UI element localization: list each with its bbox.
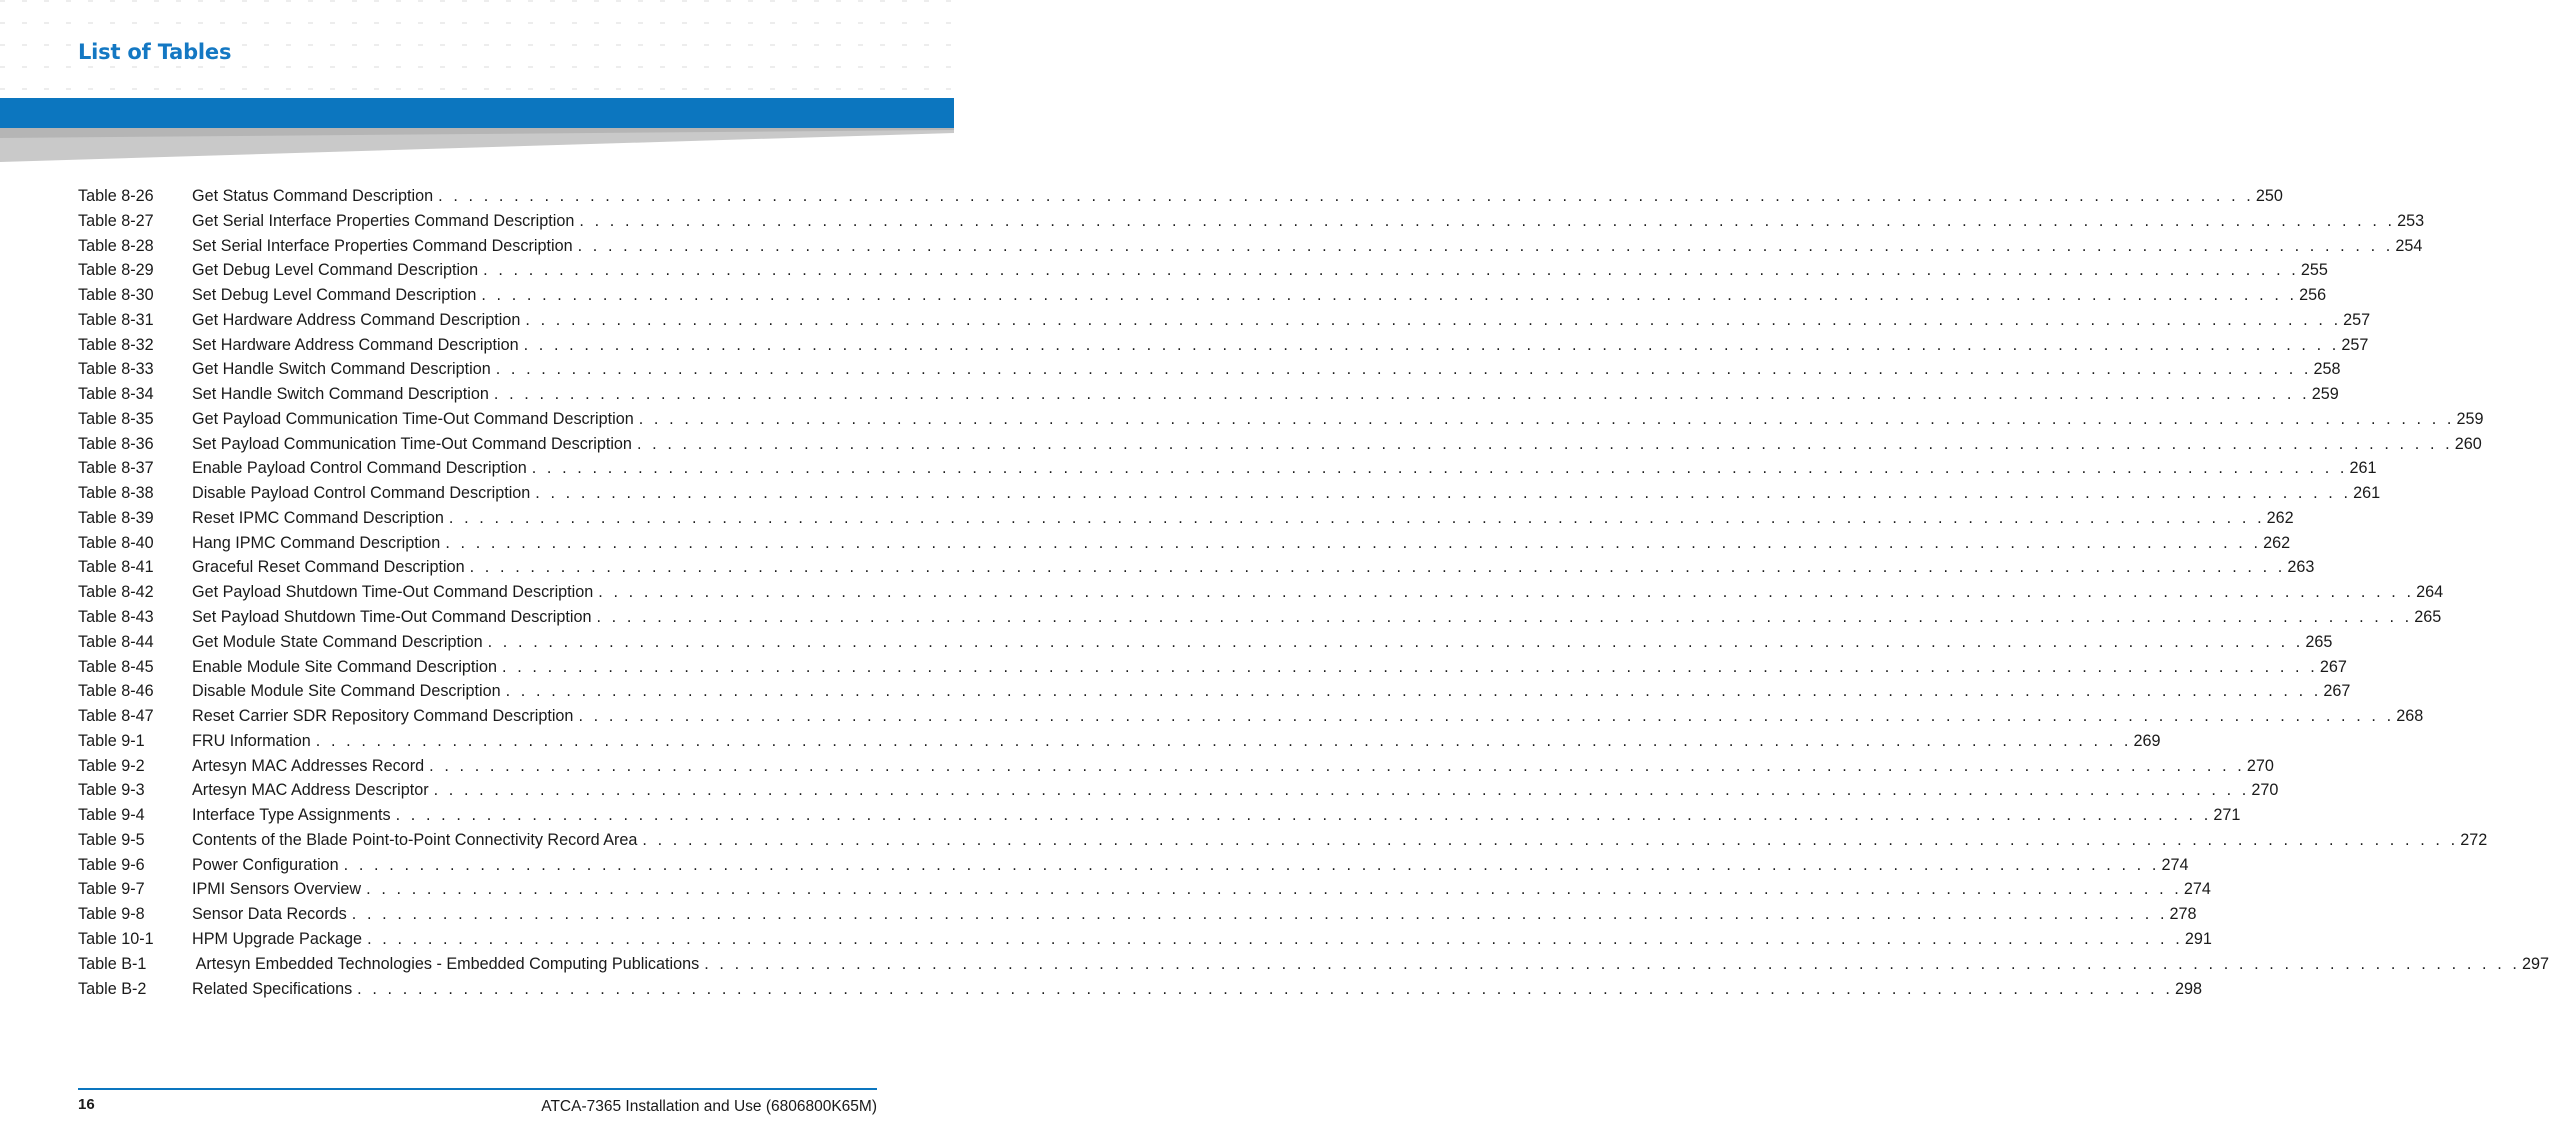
toc-entry-title: Set Handle Switch Command Description (192, 385, 489, 404)
toc-entry-leader: . . . . . . . . . . . . . . . . . . . . . . . . . . . . . . . . . . . . . . . . . . . . . . . . . . . . . . . . . . . . . . . . . . . . . . . . . . . . . . . . . . . . . . . . . . . . . . . . . . . . . . . . . . . . . . . . . . . . . . . . (525, 310, 2342, 329)
toc-entry-page: 263 (2287, 558, 2315, 577)
toc-entry-title: Interface Type Assignments (192, 806, 391, 825)
header-gray-wedge (0, 128, 954, 164)
toc-entry[interactable] (78, 853, 2189, 878)
table-of-contents (78, 184, 2549, 1001)
toc-entry-page: 250 (2255, 187, 2283, 205)
toc-entry-title: Get Debug Level Command Description (192, 261, 479, 280)
toc-entry-title: Contents of the Blade Point-to-Point Connectivity Record Area (192, 830, 638, 849)
toc-entry[interactable] (78, 432, 2482, 457)
toc-entry-leader: . . . . . . . . . . . . . . . . . . . . . . . . . . . . . . . . . . . . . . . . . . . . . . . . . . . . . . . . . . . . . . . . . . . . . . . . . . . . . . . . . . . . . . . . . . . . . . . . . . . . . . . . . . . . . . . . . . . . . . . . (535, 484, 2352, 503)
toc-entry-page: 269 (2133, 731, 2161, 750)
toc-entry-leader: . . . . . . . . . . . . . . . . . . . . . . . . . . . . . . . . . . . . . . . . . . . . . . . . . . . . . . . . . . . . . . . . . . . . . . . . . . . . . . . . . . . . . . . . . . . . . . . . . . . . . . . . . . . . . . . . . . . . . . . . (493, 385, 2310, 404)
toc-entry-number: Table 8-26 (78, 187, 154, 205)
toc-entry-leader: . . . . . . . . . . . . . . . . . . . . . . . . . . . . . . . . . . . . . . . . . . . . . . . . . . . . . . . . . . . . . . . . . . . . . . . . . . . . . . . . . . . . . . . . . . . . . . . . . . . . . . . . . . . . . . . . . . . . . . . . (429, 756, 2245, 775)
toc-entry-title: Set Serial Interface Properties Command Description (192, 236, 573, 255)
toc-entry[interactable] (78, 234, 2423, 259)
page-number: 16 (78, 1096, 95, 1113)
toc-entry-title: Related Specifications (192, 979, 353, 998)
toc-entry-page: 261 (2349, 459, 2377, 478)
toc-entry-page: 256 (2299, 286, 2327, 305)
toc-entry[interactable] (78, 357, 2341, 382)
toc-entry-title: Disable Module Site Command Description (192, 682, 501, 701)
toc-entry-number: Table 8-33 (78, 360, 154, 379)
toc-entry-page: 298 (2174, 979, 2202, 998)
toc-entry-leader: . . . . . . . . . . . . . . . . . . . . . . . . . . . . . . . . . . . . . . . . . . . . . . . . . . . . . . . . . . . . . . . . . . . . . . . . . . . . . . . . . . . . . . . . . . . . . . . . . . . . . . . . . . . . . . . . . . . . . . . . (433, 781, 2250, 800)
toc-entry-number: Table 9-1 (78, 731, 145, 750)
toc-entry-number: Table 9-5 (78, 830, 145, 849)
toc-entry-title: Get Serial Interface Properties Command Description (192, 211, 575, 230)
toc-entry[interactable] (78, 679, 2351, 704)
toc-entry-page: 254 (2395, 236, 2423, 255)
toc-entry-title: Artesyn MAC Addresses Record (192, 756, 425, 775)
toc-entry-page: 272 (2460, 830, 2488, 849)
toc-entry-leader: . . . . . . . . . . . . . . . . . . . . . . . . . . . . . . . . . . . . . . . . . . . . . . . . . . . . . . . . . . . . . . . . . . . . . . . . . . . . . . . . . . . . . . . . . . . . . . . . . . . . . . . . . . . . . . . . . . . . . . . . (445, 533, 2262, 552)
toc-entry-title: Reset Carrier SDR Repository Command Description (192, 707, 574, 726)
toc-entry-leader: . . . . . . . . . . . . . . . . . . . . . . . . . . . . . . . . . . . . . . . . . . . . . . . . . . . . . . . . . . . . . . . . . . . . . . . . . . . . . . . . . . . . . . . . . . . . . . . . . . . . . . . . . . . . . . . . . . . . . . . . (315, 731, 2132, 750)
toc-entry-title: Hang IPMC Command Description (192, 533, 441, 552)
toc-entry-leader: . . . . . . . . . . . . . . . . . . . . . . . . . . . . . . . . . . . . . . . . . . . . . . . . . . . . . . . . . . . . . . . . . . . . . . . . . . . . . . . . . . . . . . . . . . . . . . . . . . . . . . . . . . . . . . . . . . . . . . . . (483, 261, 2299, 280)
toc-entry-title: Get Payload Communication Time-Out Command Description (192, 409, 634, 428)
toc-entry-page: 265 (2414, 608, 2442, 627)
toc-entry-title: Enable Payload Control Command Description (192, 459, 527, 478)
toc-entry-title: HPM Upgrade Package (192, 929, 363, 948)
toc-entry-title: Set Payload Shutdown Time-Out Command Description (192, 608, 592, 627)
toc-entry-page: 267 (2319, 657, 2347, 676)
toc-entry-number: Table 8-28 (78, 236, 154, 255)
toc-entry[interactable] (78, 407, 2484, 432)
toc-entry[interactable] (78, 258, 2328, 283)
toc-entry-leader: . . . . . . . . . . . . . . . . . . . . . . . . . . . . . . . . . . . . . . . . . . . . . . . . . . . . . . . . . . . . . . . . . . . . . . . . . . . . . . . . . . . . . . . . . . . . . . . . . . . . . . . . . . . . . . . . . . . . . . . . (343, 855, 2160, 874)
toc-entry-title: Set Hardware Address Command Description (192, 335, 519, 354)
toc-entry-leader: . . . . . . . . . . . . . . . . . . . . . . . . . . . . . . . . . . . . . . . . . . . . . . . . . . . . . . . . . . . . . . . . . . . . . . . . . . . . . . . . . . . . . . . . . . . . . . . . . . . . . . . . . . . . . . . . . . . . . . . . (469, 558, 2286, 577)
toc-entry[interactable] (78, 580, 2444, 605)
toc-entry[interactable] (78, 308, 2371, 333)
toc-entry-number: Table 8-39 (78, 508, 154, 527)
toc-entry-title: Artesyn MAC Address Descriptor (192, 781, 429, 800)
toc-entry-leader: . . . . . . . . . . . . . . . . . . . . . . . . . . . . . . . . . . . . . . . . . . . . . . . . . . . . . . . . . . . . . . . . . . . . . . . . . . . . . . . . . . . . . . . . . . . . . . . . . . . . . . . . . . . . . . . . . . . . . . . . (395, 806, 2212, 825)
toc-entry-number: Table 8-38 (78, 484, 154, 503)
toc-entry-number: Table 8-41 (78, 558, 154, 577)
toc-entry[interactable] (78, 655, 2347, 680)
toc-entry-number: Table 9-3 (78, 781, 145, 800)
toc-entry-title: Set Debug Level Command Description (192, 286, 477, 305)
toc-entry-leader: . . . . . . . . . . . . . . . . . . . . . . . . . . . . . . . . . . . . . . . . . . . . . . . . . . . . . . . . . . . . . . . . . . . . . . . . . . . . . . . . . . . . . . . . . . . . . . . . . . . . . . . . . . . . . . . . . . . . . . . . (357, 979, 2173, 998)
toc-entry-title: Enable Module Site Command Description (192, 657, 498, 676)
toc-entry[interactable] (78, 828, 2488, 853)
toc-entry-number: Table 8-43 (78, 608, 154, 627)
toc-entry[interactable] (78, 630, 2333, 655)
toc-entry-leader: . . . . . . . . . . . . . . . . . . . . . . . . . . . . . . . . . . . . . . . . . . . . . . . . . . . . . . . . . . . . . . . . . . . . . . . . . . . . . . . . . . . . . . . . . . . . . . . . . . . . . . . . . . . . . . . . . . . . . . . . (642, 830, 2459, 849)
toc-entry-number: Table 8-40 (78, 533, 154, 552)
toc-entry[interactable] (78, 456, 2377, 481)
toc-entry-number: Table B-2 (78, 979, 147, 998)
toc-entry[interactable] (78, 729, 2161, 754)
toc-entry-leader: . . . . . . . . . . . . . . . . . . . . . . . . . . . . . . . . . . . . . . . . . . . . . . . . . . . . . . . . . . . . . . . . . . . . . . . . . . . . . . . . . . . . . . . . . . . . . . . . . . . . . . . . . . . . . . . . . . . . . . . . (502, 657, 2318, 676)
toc-entry[interactable] (78, 803, 2241, 828)
toc-entry-page: 257 (2341, 335, 2369, 354)
toc-entry-number: Table 8-30 (78, 286, 154, 305)
toc-entry-title: Reset IPMC Command Description (192, 508, 444, 527)
toc-entry-number: Table 8-46 (78, 682, 154, 701)
footer-rule (78, 1088, 877, 1090)
toc-entry-leader: . . . . . . . . . . . . . . . . . . . . . . . . . . . . . . . . . . . . . . . . . . . . . . . . . . . . . . . . . . . . . . . . . . . . . . . . . . . . . . . . . . . . . . . . . . . . . . . . . . . . . . . . . . . . . . . . . . . . . . . . (531, 459, 2348, 478)
header-blue-bar (0, 98, 954, 128)
toc-entry-leader: . . . . . . . . . . . . . . . . . . . . . . . . . . . . . . . . . . . . . . . . . . . . . . . . . . . . . . . . . . . . . . . . . . . . . . . . . . . . . . . . . . . . . . . . . . . . . . . . . . . . . . . . . . . . . . . . . . . . . . . . (596, 608, 2413, 627)
toc-entry-leader: . . . . . . . . . . . . . . . . . . . . . . . . . . . . . . . . . . . . . . . . . . . . . . . . . . . . . . . . . . . . . . . . . . . . . . . . . . . . . . . . . . . . . . . . . . . . . . . . . . . . . . . . . . . . . . . . . . . . . . . . (505, 682, 2322, 701)
toc-entry-leader: . . . . . . . . . . . . . . . . . . . . . . . . . . . . . . . . . . . . . . . . . . . . . . . . . . . . . . . . . . . . . . . . . . . . . . . . . . . . . . . . . . . . . . . . . . . . . . . . . . . . . . . . . . . . . . . . . . . . . . . . (367, 929, 2183, 948)
toc-entry[interactable] (78, 481, 2381, 506)
toc-entry-leader: . . . . . . . . . . . . . . . . . . . . . . . . . . . . . . . . . . . . . . . . . . . . . . . . . . . . . . . . . . . . . . . . . . . . . . . . . . . . . . . . . . . . . . . . . . . . . . . . . . . . . . . . . . . . . . . . . . . . . . . . (638, 409, 2455, 428)
toc-entry-number: Table 9-8 (78, 905, 145, 924)
toc-entry-number: Table 8-44 (78, 632, 154, 651)
toc-entry-title: Get Hardware Address Command Description (192, 310, 521, 329)
toc-entry-number: Table 8-29 (78, 261, 154, 280)
toc-entry-leader: . . . . . . . . . . . . . . . . . . . . . . . . . . . . . . . . . . . . . . . . . . . . . . . . . . . . . . . . . . . . . . . . . . . . . . . . . . . . . . . . . . . . . . . . . . . . . . . . . . . . . . . . . . . . . . . . . . . . . . . . (438, 187, 2254, 205)
toc-entry-number: Table 8-47 (78, 707, 154, 726)
toc-entry-leader: . . . . . . . . . . . . . . . . . . . . . . . . . . . . . . . . . . . . . . . . . . . . . . . . . . . . . . . . . . . . . . . . . . . . . . . . . . . . . . . . . . . . . . . . . . . . . . . . . . . . . . . . . . . . . . . . . . . . . . . . (577, 236, 2394, 255)
toc-entry-page: 268 (2396, 707, 2424, 726)
toc-entry-leader: . . . . . . . . . . . . . . . . . . . . . . . . . . . . . . . . . . . . . . . . . . . . . . . . . . . . . . . . . . . . . . . . . . . . . . . . . . . . . . . . . . . . . . . . . . . . . . . . . . . . . . . . . . . . . . . . . . . . . . . . (366, 880, 2182, 899)
toc-entry-page: 262 (2263, 533, 2291, 552)
toc-entry[interactable] (78, 877, 2211, 902)
toc-entry-leader: . . . . . . . . . . . . . . . . . . . . . . . . . . . . . . . . . . . . . . . . . . . . . . . . . . . . . . . . . . . . . . . . . . . . . . . . . . . . . . . . . . . . . . . . . . . . . . . . . . . . . . . . . . . . . . . . . . . . . . . . (598, 583, 2415, 602)
toc-entry-leader: . . . . . . . . . . . . . . . . . . . . . . . . . . . . . . . . . . . . . . . . . . . . . . . . . . . . . . . . . . . . . . . . . . . . . . . . . . . . . . . . . . . . . . . . . . . . . . . . . . . . . . . . . . . . . . . . . . . . . . . . (578, 707, 2395, 726)
toc-entry[interactable] (78, 952, 2549, 977)
toc-entry[interactable] (78, 382, 2339, 407)
toc-entry[interactable] (78, 704, 2424, 729)
toc-entry-leader: . . . . . . . . . . . . . . . . . . . . . . . . . . . . . . . . . . . . . . . . . . . . . . . . . . . . . . . . . . . . . . . . . . . . . . . . . . . . . . . . . . . . . . . . . . . . . . . . . . . . . . . . . . . . . . . . . . . . . . . . (481, 286, 2298, 305)
toc-entry-number: Table 8-32 (78, 335, 154, 354)
toc-entry-leader: . . . . . . . . . . . . . . . . . . . . . . . . . . . . . . . . . . . . . . . . . . . . . . . . . . . . . . . . . . . . . . . . . . . . . . . . . . . . . . . . . . . . . . . . . . . . . . . . . . . . . . . . . . . . . . . . . . . . . . . . (636, 434, 2453, 453)
document-title: ATCA-7365 Installation and Use (6806800K65M) (541, 1098, 877, 1115)
toc-entry-page: 271 (2213, 806, 2241, 825)
toc-entry-leader: . . . . . . . . . . . . . . . . . . . . . . . . . . . . . . . . . . . . . . . . . . . . . . . . . . . . . . . . . . . . . . . . . . . . . . . . . . . . . . . . . . . . . . . . . . . . . . . . . . . . . . . . . . . . . . . . . . . . . . . . (579, 211, 2396, 230)
toc-entry-leader: . . . . . . . . . . . . . . . . . . . . . . . . . . . . . . . . . . . . . . . . . . . . . . . . . . . . . . . . . . . . . . . . . . . . . . . . . . . . . . . . . . . . . . . . . . . . . . . . . . . . . . . . . . . . . . . . . . . . . . . . (351, 905, 2168, 924)
toc-entry-title: Disable Payload Control Command Description (192, 484, 531, 503)
toc-entry-page: 262 (2266, 508, 2294, 527)
toc-entry[interactable] (78, 754, 2274, 779)
toc-entry[interactable] (78, 927, 2212, 952)
toc-entry-number: Table 8-37 (78, 459, 154, 478)
toc-entry-page: 278 (2169, 905, 2197, 924)
toc-entry-title: Artesyn Embedded Technologies - Embedded Computing Publications (192, 954, 700, 973)
toc-entry-number: Table 8-42 (78, 583, 154, 602)
toc-entry-number: Table 8-34 (78, 385, 154, 404)
toc-entry-page: 259 (2456, 409, 2484, 428)
toc-entry[interactable] (78, 605, 2442, 630)
toc-entry-number: Table 9-6 (78, 855, 145, 874)
toc-entry-page: 270 (2251, 781, 2279, 800)
toc-entry-page: 257 (2343, 310, 2371, 329)
toc-entry-leader: . . . . . . . . . . . . . . . . . . . . . . . . . . . . . . . . . . . . . . . . . . . . . . . . . . . . . . . . . . . . . . . . . . . . . . . . . . . . . . . . . . . . . . . . . . . . . . . . . . . . . . . . . . . . . . . . . . . . . . . . (704, 954, 2520, 973)
toc-entry-leader: . . . . . . . . . . . . . . . . . . . . . . . . . . . . . . . . . . . . . . . . . . . . . . . . . . . . . . . . . . . . . . . . . . . . . . . . . . . . . . . . . . . . . . . . . . . . . . . . . . . . . . . . . . . . . . . . . . . . . . . . (495, 360, 2312, 379)
toc-entry-leader: . . . . . . . . . . . . . . . . . . . . . . . . . . . . . . . . . . . . . . . . . . . . . . . . . . . . . . . . . . . . . . . . . . . . . . . . . . . . . . . . . . . . . . . . . . . . . . . . . . . . . . . . . . . . . . . . . . . . . . . . (523, 335, 2340, 354)
toc-entry-number: Table 8-45 (78, 657, 154, 676)
toc-entry[interactable] (78, 333, 2369, 358)
toc-entry-leader: . . . . . . . . . . . . . . . . . . . . . . . . . . . . . . . . . . . . . . . . . . . . . . . . . . . . . . . . . . . . . . . . . . . . . . . . . . . . . . . . . . . . . . . . . . . . . . . . . . . . . . . . . . . . . . . . . . . . . . . . (487, 632, 2304, 651)
toc-entry-title: Get Status Command Description (192, 187, 434, 205)
toc-entry[interactable] (78, 555, 2315, 580)
toc-entry-page: 259 (2311, 385, 2339, 404)
toc-entry-page: 264 (2416, 583, 2444, 602)
toc-entry-title: Get Handle Switch Command Description (192, 360, 491, 379)
toc-entry-title: Power Configuration (192, 855, 339, 874)
toc-entry-title: Graceful Reset Command Description (192, 558, 465, 577)
toc-entry-title: Sensor Data Records (192, 905, 347, 924)
toc-entry-number: Table 8-27 (78, 211, 154, 230)
toc-entry[interactable] (78, 506, 2294, 531)
toc-entry-page: 253 (2397, 211, 2425, 230)
toc-entry-page: 265 (2305, 632, 2333, 651)
toc-entry[interactable] (78, 778, 2279, 803)
toc-entry-number: Table B-1 (78, 954, 147, 973)
toc-entry-title: Get Module State Command Description (192, 632, 483, 651)
page-title: List of Tables (78, 40, 237, 64)
toc-entry[interactable] (78, 184, 2283, 209)
toc-entry-page: 270 (2246, 756, 2274, 775)
toc-entry[interactable] (78, 902, 2197, 927)
toc-entry-page: 274 (2183, 880, 2211, 899)
toc-entry[interactable] (78, 977, 2202, 1002)
toc-entry-title: Get Payload Shutdown Time-Out Command Description (192, 583, 594, 602)
toc-entry-title: Set Payload Communication Time-Out Command Description (192, 434, 632, 453)
toc-entry-page: 267 (2323, 682, 2351, 701)
toc-entry-number: Table 9-7 (78, 880, 145, 899)
toc-entry-page: 258 (2313, 360, 2341, 379)
toc-entry-title: FRU Information (192, 731, 311, 750)
toc-entry[interactable] (78, 209, 2425, 234)
toc-entry-title: IPMI Sensors Overview (192, 880, 362, 899)
toc-entry-page: 260 (2454, 434, 2482, 453)
toc-entry-page: 291 (2184, 929, 2212, 948)
toc-entry[interactable] (78, 283, 2327, 308)
toc-entry-number: Table 8-35 (78, 409, 154, 428)
toc-entry-page: 297 (2522, 954, 2549, 973)
toc-entry-number: Table 10-1 (78, 929, 154, 948)
toc-entry-page: 274 (2161, 855, 2189, 874)
toc-entry-page: 261 (2353, 484, 2381, 503)
toc-entry-number: Table 9-4 (78, 806, 145, 825)
toc-entry[interactable] (78, 531, 2291, 556)
toc-entry-page: 255 (2300, 261, 2328, 280)
toc-entry-number: Table 8-36 (78, 434, 154, 453)
toc-entry-leader: . . . . . . . . . . . . . . . . . . . . . . . . . . . . . . . . . . . . . . . . . . . . . . . . . . . . . . . . . . . . . . . . . . . . . . . . . . . . . . . . . . . . . . . . . . . . . . . . . . . . . . . . . . . . . . . . . . . . . . . . (448, 508, 2265, 527)
toc-entry-number: Table 9-2 (78, 756, 145, 775)
toc-entry-number: Table 8-31 (78, 310, 154, 329)
